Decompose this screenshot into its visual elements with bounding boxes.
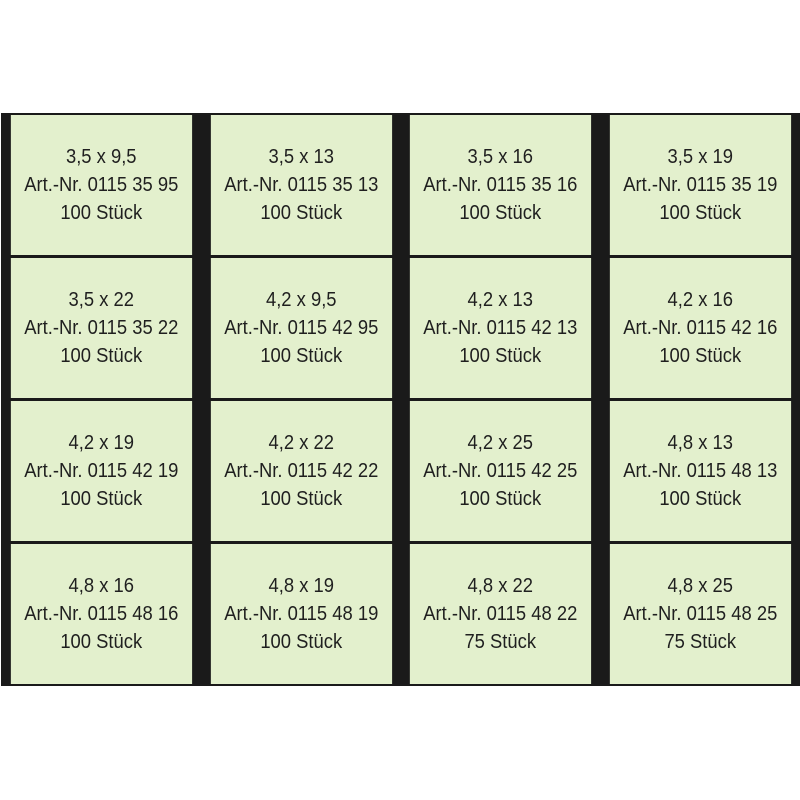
cell-size: 3,5 x 19: [667, 146, 733, 168]
cell-article-number: Art.-Nr. 0115 48 13: [622, 460, 777, 482]
grid-cell: [11, 115, 192, 255]
cell-size: 4,8 x 19: [268, 575, 334, 597]
cell-article-number: Art.-Nr. 0115 35 13: [223, 174, 378, 196]
cell-quantity: 100 Stück: [459, 202, 542, 224]
grid-cell: [609, 401, 790, 541]
cell-size: 4,8 x 13: [667, 432, 733, 454]
grid-cell: [210, 115, 391, 255]
cell-article-number: Art.-Nr. 0115 48 16: [24, 603, 179, 625]
cell-quantity: 75 Stück: [663, 631, 736, 653]
cell-quantity: 100 Stück: [459, 488, 542, 510]
cell-article-number: Art.-Nr. 0115 48 22: [423, 603, 578, 625]
cell-article-number: Art.-Nr. 0115 35 95: [24, 174, 179, 196]
assortment-grid: [1, 113, 800, 686]
grid-cell: [11, 544, 192, 684]
cell-quantity: 100 Stück: [259, 202, 342, 224]
cell-size: 4,2 x 9,5: [265, 289, 337, 311]
grid-cell: [609, 544, 790, 684]
grid-cell: [410, 544, 591, 684]
cell-quantity: 100 Stück: [60, 345, 143, 367]
cell-size: 4,2 x 13: [467, 289, 533, 311]
cell-article-number: Art.-Nr. 0115 42 95: [223, 317, 378, 339]
cell-quantity: 100 Stück: [60, 488, 143, 510]
cell-article-number: Art.-Nr. 0115 35 19: [622, 174, 777, 196]
grid-cell: [210, 258, 391, 398]
cell-quantity: 100 Stück: [658, 488, 741, 510]
cell-article-number: Art.-Nr. 0115 42 16: [622, 317, 777, 339]
cell-size: 4,2 x 16: [667, 289, 733, 311]
cell-size: 3,5 x 16: [467, 146, 533, 168]
cell-size: 4,8 x 16: [68, 575, 134, 597]
cell-size: 3,5 x 13: [268, 146, 334, 168]
grid-cell: [609, 115, 790, 255]
cell-quantity: 100 Stück: [60, 631, 143, 653]
grid-cell: [609, 258, 790, 398]
cell-size: 3,5 x 22: [68, 289, 134, 311]
grid-cell: [210, 401, 391, 541]
cell-quantity: 100 Stück: [259, 631, 342, 653]
cell-quantity: 100 Stück: [459, 345, 542, 367]
cell-size: 4,2 x 22: [268, 432, 334, 454]
grid-cell: [11, 401, 192, 541]
cell-article-number: Art.-Nr. 0115 42 19: [24, 460, 179, 482]
cell-size: 4,8 x 25: [667, 575, 733, 597]
cell-size: 4,2 x 25: [467, 432, 533, 454]
cell-quantity: 75 Stück: [464, 631, 537, 653]
cell-size: 4,8 x 22: [467, 575, 533, 597]
cell-article-number: Art.-Nr. 0115 48 19: [223, 603, 378, 625]
cell-size: 3,5 x 9,5: [65, 146, 137, 168]
grid-cell: [11, 258, 192, 398]
cell-quantity: 100 Stück: [259, 345, 342, 367]
cell-article-number: Art.-Nr. 0115 35 16: [423, 174, 578, 196]
cell-size: 4,2 x 19: [68, 432, 134, 454]
cell-article-number: Art.-Nr. 0115 48 25: [622, 603, 777, 625]
grid-cell: [410, 258, 591, 398]
cell-article-number: Art.-Nr. 0115 42 25: [423, 460, 578, 482]
cell-article-number: Art.-Nr. 0115 42 13: [423, 317, 578, 339]
cell-quantity: 100 Stück: [658, 202, 741, 224]
cell-quantity: 100 Stück: [60, 202, 143, 224]
grid-cell: [210, 544, 391, 684]
cell-article-number: Art.-Nr. 0115 35 22: [24, 317, 179, 339]
cell-article-number: Art.-Nr. 0115 42 22: [223, 460, 378, 482]
cell-quantity: 100 Stück: [259, 488, 342, 510]
cell-quantity: 100 Stück: [658, 345, 741, 367]
grid-cell: [410, 115, 591, 255]
grid-cell: [410, 401, 591, 541]
